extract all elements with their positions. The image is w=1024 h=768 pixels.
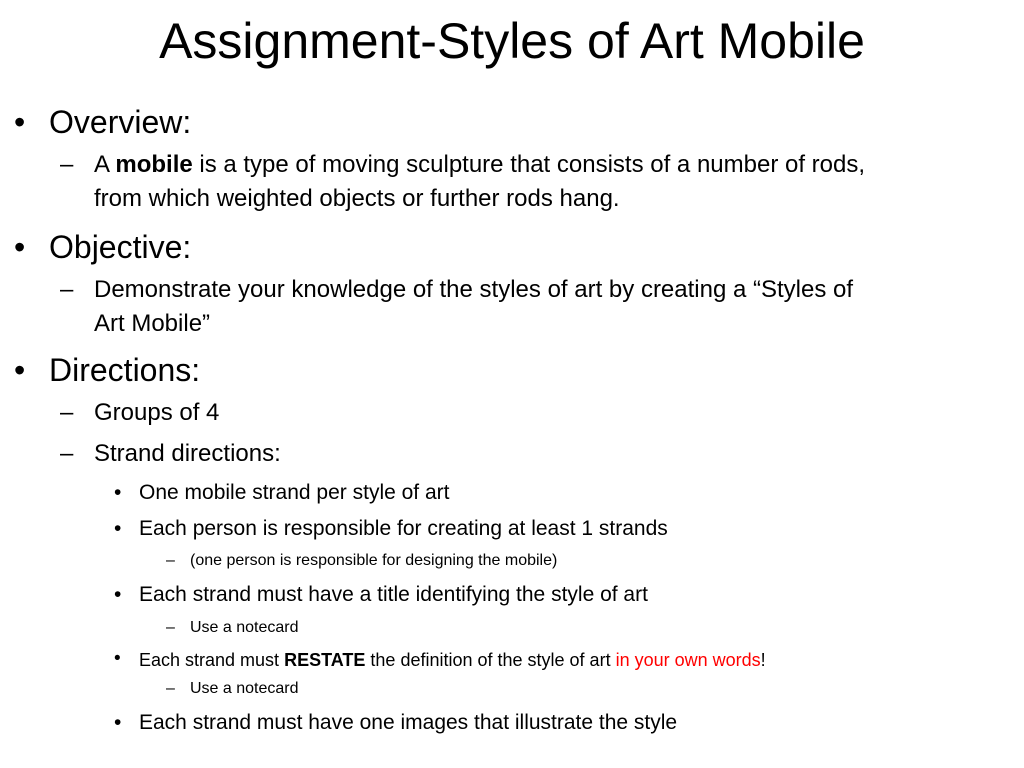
heading-objective: Objective: — [49, 229, 192, 265]
bullet-images-item: • — [114, 711, 122, 734]
objective-line-1: Demonstrate your knowledge of the styles of art by creating a “Styles of — [94, 276, 854, 303]
definition-text-a: A — [94, 151, 116, 178]
groups-text: Groups of 4 — [94, 399, 220, 426]
bullet-objective: • — [14, 229, 26, 265]
definition-term-mobile: mobile — [115, 151, 193, 178]
item-title-sub: Use a notecard — [190, 619, 299, 636]
dash-objective: – — [60, 276, 74, 303]
objective-line-2: Art Mobile” — [94, 310, 211, 337]
bullet-directions: • — [14, 352, 26, 388]
definition-line-2: from which weighted objects or further rods hang. — [94, 185, 620, 212]
restate-emphasis: in your own words — [615, 650, 761, 670]
item-each-person-sub: (one person is responsible for designing the mobile) — [190, 552, 558, 569]
item-each-person: Each person is responsible for creating at least 1 strands — [139, 517, 668, 540]
restate-end: ! — [760, 650, 766, 670]
item-images: Each strand must have one images that illustrate the style — [139, 711, 678, 734]
dash-definition: – — [60, 151, 74, 178]
restate-text-a: Each strand must — [139, 650, 285, 670]
strand-directions-heading: Strand directions: — [94, 440, 281, 467]
item-one-strand: One mobile strand per style of art — [139, 481, 450, 504]
restate-keyword: RESTATE — [284, 650, 366, 670]
item-restate — [139, 648, 766, 672]
bullet-title-item: • — [114, 583, 122, 606]
bullet-overview: • — [14, 104, 26, 140]
dash-each-person-sub: – — [166, 552, 175, 569]
dash-groups: – — [60, 399, 74, 426]
heading-directions: Directions: — [49, 352, 201, 388]
item-restate-sub: Use a notecard — [190, 680, 299, 697]
bullet-each-person: • — [114, 517, 122, 540]
dash-strand-directions: – — [60, 440, 74, 467]
dash-title-sub: – — [166, 619, 175, 636]
restate-text-b: the definition of the style of art — [365, 650, 616, 670]
dash-restate-sub: – — [166, 680, 175, 697]
bullet-restate: • — [114, 648, 121, 669]
item-title: Each strand must have a title identifying the style of art — [139, 583, 648, 606]
definition-line-1 — [94, 150, 865, 180]
heading-overview: Overview: — [49, 104, 192, 140]
definition-text-b: is a type of moving sculpture that consists of a number of rods, — [192, 151, 866, 178]
slide-title: Assignment-Styles of Art Mobile — [159, 13, 865, 69]
bullet-one-strand: • — [114, 481, 122, 504]
